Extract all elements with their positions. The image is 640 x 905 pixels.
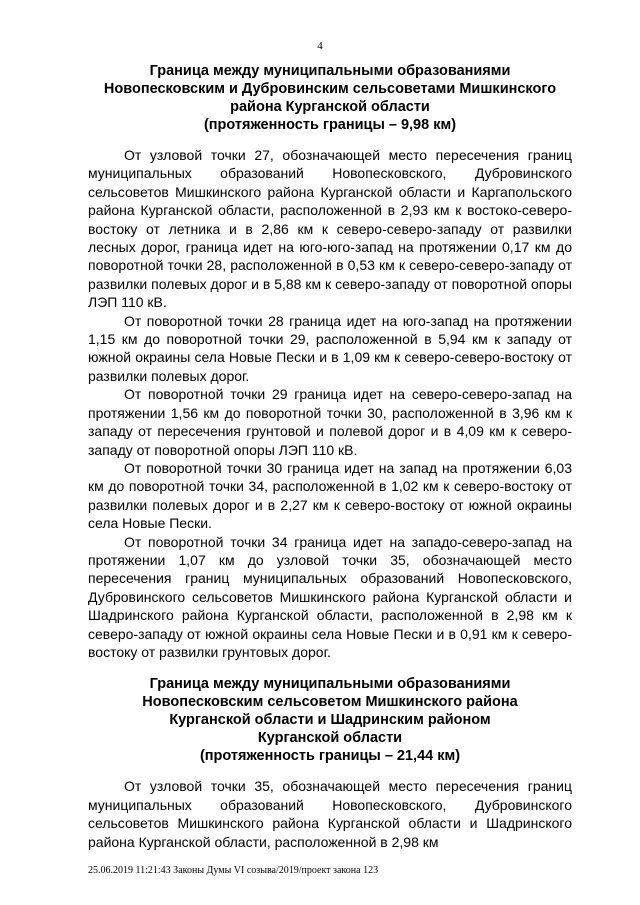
heading-line: Новопесковским и Дубровинским сельсоветами Мишкинского bbox=[103, 81, 557, 97]
section-heading bbox=[88, 62, 572, 134]
section-heading bbox=[88, 675, 572, 765]
page-number: 4 bbox=[317, 40, 323, 52]
paragraph: От поворотной точки 30 граница идет на запад на протяжении 6,03 км до поворотной точки 34, расположенной в 1,02 км к северо-востоку от развилки полевых дорог и в 2,27 км к северо-востоку от южной окраины села Новые Пески. bbox=[88, 459, 572, 532]
heading-line: Курганской области и Шадринским районом bbox=[169, 712, 491, 729]
heading-line: Курганской области bbox=[257, 730, 403, 747]
heading-line: района Курганской области bbox=[230, 99, 430, 115]
paragraph: От поворотной точки 34 граница идет на западо-северо-запад на протяжении 1,07 км до узловой точки 35, обозначающей место пересечения границ муниципальных образований Новопесковского, Дубровинского сельсоветов Мишкинского района Курганской области и Шадринского района Курганской области, расположенной в 2,98 км к северо-западу от южной окраины села Новые Пески и в 0,91 км к северо-востоку от развилки грунтовых дорог. bbox=[88, 533, 572, 660]
paragraph: От узловой точки 35, обозначающей место пересечения границ муниципальных образований Новопесковского, Дубровинского сельсоветов Мишкинского района Курганской области и Шадринского района Курганской области, расположенной в 2,98 км bbox=[88, 778, 572, 850]
paragraph: От поворотной точки 28 граница идет на юго-запад на протяжении 1,15 км до поворотной точки 29, расположенной в 5,94 км к западу от южной окраины села Новые Пески и в 1,09 км к северо-северо-востоку от развилки полевых дорог. bbox=[88, 312, 572, 384]
heading-length: (протяженность границы – 21,44 км) bbox=[199, 748, 461, 765]
heading-line: Граница между муниципальными образованиями bbox=[149, 676, 511, 693]
document-body bbox=[88, 62, 572, 851]
heading-length: (протяженность границы – 9,98 км) bbox=[203, 117, 457, 133]
paragraph: От поворотной точки 29 граница идет на северо-северо-запад на протяжении 1,56 км до поворотной точки 30, расположенной в 3,96 км к западу от пересечения грунтовой и полевой дорог и в 4,09 км к северо-западу от поворотной опоры ЛЭП 110 кВ. bbox=[88, 386, 572, 458]
paragraph: От узловой точки 27, обозначающей место пересечения границ муниципальных образований Новопесковского, Дубровинского сельсоветов Мишкинского района Курганской области и Каргапольского района Курганской области, расположенной в 2,93 км к востоко-северо-востоку от летника и в 2,86 км к северо-северо-западу от развилки лесных дорог, граница идет на юго-юго-запад на протяжении 0,17 км до поворотной точки 28, расположенной в 0,53 км к северо-северо-западу от развилки полевых дорог и в 5,88 км к северо-западу от поворотной опоры ЛЭП 110 кВ. bbox=[88, 147, 572, 311]
heading-line: Граница между муниципальными образованиями bbox=[149, 63, 511, 79]
footer-stamp: 25.06.2019 11:21:43 Законы Думы VI созыва/2019/проект закона 123 bbox=[88, 865, 379, 876]
heading-line: Новопесковским сельсоветом Мишкинского района bbox=[142, 694, 518, 711]
